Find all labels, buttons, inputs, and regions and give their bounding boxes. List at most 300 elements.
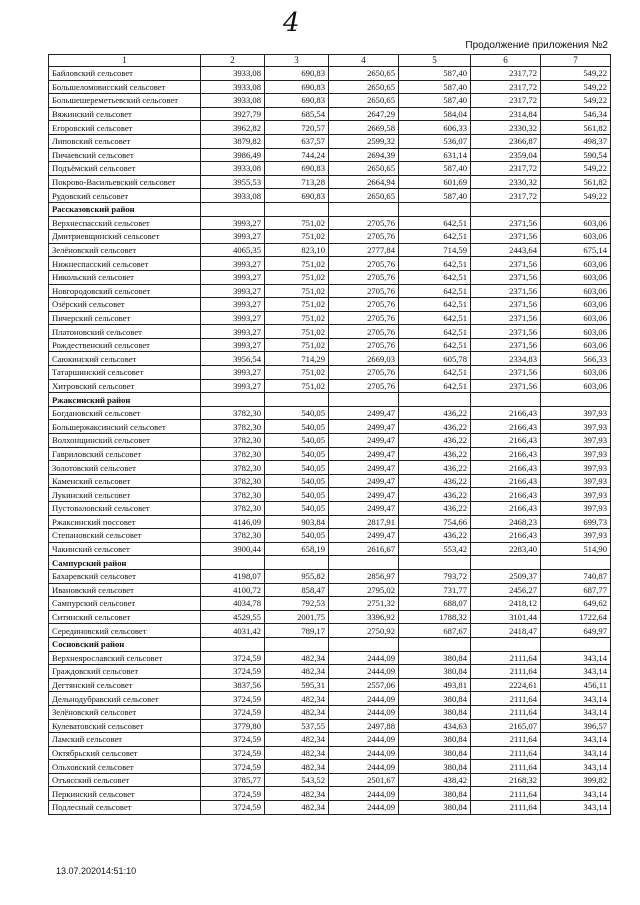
value-cell: 540,05 (265, 488, 329, 502)
district-name: Сампурский район (49, 556, 201, 570)
column-header: 5 (399, 55, 471, 67)
value-cell: 549,22 (541, 94, 611, 108)
settlement-name: Ситинский сельсовет (49, 610, 201, 624)
value-cell: 3782,30 (201, 502, 265, 516)
value-cell: 537,55 (265, 719, 329, 733)
district-name: Ржаксинский район (49, 393, 201, 407)
value-cell: 4146,09 (201, 515, 265, 529)
value-cell: 2650,65 (329, 189, 399, 203)
table-row (49, 94, 611, 108)
settlement-name: Липовский сельсовет (49, 134, 201, 148)
column-header: 1 (49, 55, 201, 67)
value-cell (471, 637, 541, 651)
table-row (49, 515, 611, 529)
print-timestamp: 13.07.202014:51:10 (56, 866, 137, 876)
settlement-name: Вяжинский сельсовет (49, 107, 201, 121)
value-cell: 2111,64 (471, 651, 541, 665)
value-cell: 637,57 (265, 134, 329, 148)
value-cell: 2111,64 (471, 692, 541, 706)
value-cell: 482,34 (265, 665, 329, 679)
value-cell (329, 637, 399, 651)
table-row (49, 352, 611, 366)
value-cell: 493,81 (399, 678, 471, 692)
settlement-name: Нижнеспасский сельсовет (49, 257, 201, 271)
value-cell: 587,40 (399, 94, 471, 108)
column-header: 2 (201, 55, 265, 67)
value-cell: 2456,27 (471, 583, 541, 597)
settlement-name: Рудовский сельсовет (49, 189, 201, 203)
value-cell: 1722,64 (541, 610, 611, 624)
value-cell: 2224,61 (471, 678, 541, 692)
table-row (49, 230, 611, 244)
value-cell: 3993,27 (201, 298, 265, 312)
value-cell: 3900,44 (201, 542, 265, 556)
value-cell: 744,24 (265, 148, 329, 162)
value-cell: 2444,09 (329, 787, 399, 801)
table-row (49, 216, 611, 230)
table-row (49, 474, 611, 488)
value-cell: 3724,59 (201, 787, 265, 801)
settlement-name: Отъясский сельсовет (49, 773, 201, 787)
value-cell: 397,93 (541, 420, 611, 434)
value-cell (399, 202, 471, 216)
value-cell: 2166,43 (471, 420, 541, 434)
value-cell: 687,67 (399, 624, 471, 638)
value-cell: 3986,49 (201, 148, 265, 162)
value-cell (471, 556, 541, 570)
value-cell: 540,05 (265, 529, 329, 543)
value-cell: 3782,30 (201, 461, 265, 475)
value-cell: 3782,30 (201, 406, 265, 420)
value-cell: 2499,47 (329, 529, 399, 543)
value-cell: 3837,56 (201, 678, 265, 692)
settlement-name: Пустоваловский сельсовет (49, 502, 201, 516)
value-cell: 3933,08 (201, 189, 265, 203)
value-cell: 858,47 (265, 583, 329, 597)
data-table (48, 54, 611, 815)
value-cell: 3993,27 (201, 216, 265, 230)
value-cell: 3927,79 (201, 107, 265, 121)
value-cell: 642,51 (399, 325, 471, 339)
value-cell: 549,22 (541, 162, 611, 176)
value-cell: 3993,27 (201, 284, 265, 298)
district-row (49, 393, 611, 407)
value-cell: 2166,43 (471, 474, 541, 488)
settlement-name: Бахаревский сельсовет (49, 569, 201, 583)
value-cell: 3782,30 (201, 488, 265, 502)
value-cell (541, 202, 611, 216)
value-cell: 436,22 (399, 461, 471, 475)
value-cell (265, 393, 329, 407)
value-cell: 436,22 (399, 406, 471, 420)
value-cell: 482,34 (265, 705, 329, 719)
table-row (49, 284, 611, 298)
value-cell: 3724,59 (201, 665, 265, 679)
value-cell: 514,90 (541, 542, 611, 556)
value-cell: 543,52 (265, 773, 329, 787)
value-cell (265, 556, 329, 570)
table-row (49, 610, 611, 624)
district-row (49, 637, 611, 651)
table-row (49, 148, 611, 162)
value-cell: 397,93 (541, 474, 611, 488)
value-cell (201, 637, 265, 651)
value-cell: 720,57 (265, 121, 329, 135)
value-cell: 1788,32 (399, 610, 471, 624)
value-cell: 482,34 (265, 651, 329, 665)
value-cell: 687,77 (541, 583, 611, 597)
value-cell: 2166,43 (471, 434, 541, 448)
table-row (49, 760, 611, 774)
value-cell: 2166,43 (471, 447, 541, 461)
value-cell: 343,14 (541, 705, 611, 719)
value-cell: 3993,27 (201, 366, 265, 380)
value-cell: 2705,76 (329, 325, 399, 339)
settlement-name: Дмитриевщинский сельсовет (49, 230, 201, 244)
value-cell (541, 393, 611, 407)
table-row (49, 624, 611, 638)
settlement-name: Пичаевский сельсовет (49, 148, 201, 162)
value-cell: 631,14 (399, 148, 471, 162)
value-cell: 2366,87 (471, 134, 541, 148)
value-cell: 823,10 (265, 243, 329, 257)
value-cell: 2443,64 (471, 243, 541, 257)
value-cell: 690,83 (265, 189, 329, 203)
value-cell: 3956,54 (201, 352, 265, 366)
value-cell: 482,34 (265, 733, 329, 747)
value-cell: 751,02 (265, 284, 329, 298)
value-cell: 3782,30 (201, 474, 265, 488)
value-cell: 380,84 (399, 801, 471, 815)
settlement-name: Платоновский сельсовет (49, 325, 201, 339)
value-cell (265, 202, 329, 216)
value-cell: 343,14 (541, 692, 611, 706)
value-cell: 2650,65 (329, 67, 399, 81)
settlement-name: Саюкинский сельсовет (49, 352, 201, 366)
settlement-name: Пичерский сельсовет (49, 311, 201, 325)
value-cell: 397,93 (541, 461, 611, 475)
value-cell: 3933,08 (201, 67, 265, 81)
value-cell: 2650,65 (329, 80, 399, 94)
value-cell: 540,05 (265, 474, 329, 488)
value-cell: 2317,72 (471, 80, 541, 94)
value-cell: 399,82 (541, 773, 611, 787)
value-cell: 642,51 (399, 257, 471, 271)
value-cell: 3993,27 (201, 379, 265, 393)
value-cell: 546,34 (541, 107, 611, 121)
value-cell (201, 393, 265, 407)
value-cell: 2371,56 (471, 216, 541, 230)
value-cell: 343,14 (541, 801, 611, 815)
page-number: 4 (283, 8, 300, 38)
value-cell: 2444,09 (329, 705, 399, 719)
table-row (49, 665, 611, 679)
value-cell: 2166,43 (471, 529, 541, 543)
table-row (49, 651, 611, 665)
value-cell: 482,34 (265, 746, 329, 760)
table-row (49, 67, 611, 81)
table-row (49, 162, 611, 176)
value-cell: 436,22 (399, 529, 471, 543)
value-cell: 751,02 (265, 216, 329, 230)
settlement-name: Егоровский сельсовет (49, 121, 201, 135)
value-cell: 2111,64 (471, 705, 541, 719)
value-cell: 3724,59 (201, 733, 265, 747)
value-cell: 754,66 (399, 515, 471, 529)
table-row (49, 705, 611, 719)
table-row (49, 746, 611, 760)
value-cell: 2111,64 (471, 787, 541, 801)
value-cell (329, 202, 399, 216)
table-row (49, 420, 611, 434)
value-cell: 2705,76 (329, 366, 399, 380)
value-cell: 595,31 (265, 678, 329, 692)
value-cell (265, 637, 329, 651)
value-cell: 713,28 (265, 175, 329, 189)
value-cell: 2111,64 (471, 665, 541, 679)
value-cell (471, 202, 541, 216)
settlement-name: Татаршинский сельсовет (49, 366, 201, 380)
value-cell: 658,19 (265, 542, 329, 556)
settlement-name: Серединовский сельсовет (49, 624, 201, 638)
value-cell: 2317,72 (471, 67, 541, 81)
value-cell: 714,29 (265, 352, 329, 366)
value-cell: 4100,72 (201, 583, 265, 597)
table-row (49, 379, 611, 393)
value-cell: 3993,27 (201, 338, 265, 352)
value-cell: 2001,75 (265, 610, 329, 624)
value-cell: 540,05 (265, 447, 329, 461)
value-cell: 4198,07 (201, 569, 265, 583)
value-cell: 482,34 (265, 787, 329, 801)
settlement-name: Новгородовский сельсовет (49, 284, 201, 298)
column-header: 3 (265, 55, 329, 67)
value-cell: 343,14 (541, 760, 611, 774)
value-cell: 751,02 (265, 338, 329, 352)
value-cell: 561,82 (541, 175, 611, 189)
value-cell: 587,40 (399, 67, 471, 81)
value-cell: 2705,76 (329, 338, 399, 352)
settlement-name: Кулеватовский сельсовет (49, 719, 201, 733)
value-cell: 793,72 (399, 569, 471, 583)
value-cell: 587,40 (399, 162, 471, 176)
value-cell: 2599,32 (329, 134, 399, 148)
table-row (49, 338, 611, 352)
value-cell: 3782,30 (201, 447, 265, 461)
value-cell: 2499,47 (329, 474, 399, 488)
settlement-name: Сампурский сельсовет (49, 597, 201, 611)
value-cell: 3782,30 (201, 529, 265, 543)
value-cell: 3782,30 (201, 434, 265, 448)
value-cell: 642,51 (399, 284, 471, 298)
value-cell: 2371,56 (471, 284, 541, 298)
value-cell: 2371,56 (471, 298, 541, 312)
value-cell: 690,83 (265, 80, 329, 94)
value-cell: 642,51 (399, 298, 471, 312)
value-cell: 2317,72 (471, 94, 541, 108)
value-cell: 438,42 (399, 773, 471, 787)
value-cell: 343,14 (541, 733, 611, 747)
value-cell (399, 393, 471, 407)
settlement-name: Октябрьский сельсовет (49, 746, 201, 760)
value-cell (399, 556, 471, 570)
value-cell: 2705,76 (329, 257, 399, 271)
value-cell: 561,82 (541, 121, 611, 135)
table-row (49, 692, 611, 706)
settlement-name: Перкинский сельсовет (49, 787, 201, 801)
value-cell: 2371,56 (471, 311, 541, 325)
settlement-name: Дегтянский сельсовет (49, 678, 201, 692)
value-cell: 540,05 (265, 502, 329, 516)
value-cell: 2111,64 (471, 746, 541, 760)
value-cell: 584,04 (399, 107, 471, 121)
value-cell: 751,02 (265, 325, 329, 339)
settlement-name: Ивановский сельсовет (49, 583, 201, 597)
value-cell: 397,93 (541, 488, 611, 502)
table-row (49, 787, 611, 801)
value-cell: 482,34 (265, 760, 329, 774)
settlement-name: Ольховский сельсовет (49, 760, 201, 774)
settlement-name: Большержаксинский сельсовет (49, 420, 201, 434)
value-cell (471, 393, 541, 407)
value-cell: 3101,44 (471, 610, 541, 624)
value-cell: 397,93 (541, 434, 611, 448)
value-cell: 3933,08 (201, 94, 265, 108)
value-cell: 2669,03 (329, 352, 399, 366)
value-cell: 380,84 (399, 760, 471, 774)
value-cell: 2501,67 (329, 773, 399, 787)
column-header: 7 (541, 55, 611, 67)
value-cell: 2111,64 (471, 760, 541, 774)
value-cell: 751,02 (265, 366, 329, 380)
value-cell: 2371,56 (471, 366, 541, 380)
value-cell: 3785,77 (201, 773, 265, 787)
table-row (49, 583, 611, 597)
value-cell: 751,02 (265, 270, 329, 284)
table-row (49, 461, 611, 475)
value-cell: 3724,59 (201, 692, 265, 706)
value-cell: 605,78 (399, 352, 471, 366)
value-cell: 482,34 (265, 801, 329, 815)
table-row (49, 243, 611, 257)
value-cell: 380,84 (399, 692, 471, 706)
settlement-name: Байловский сельсовет (49, 67, 201, 81)
value-cell: 2705,76 (329, 298, 399, 312)
settlement-name: Ржаксинский поссовет (49, 515, 201, 529)
value-cell: 2371,56 (471, 325, 541, 339)
value-cell: 3993,27 (201, 325, 265, 339)
settlement-name: Подъёмский сельсовет (49, 162, 201, 176)
value-cell: 2334,83 (471, 352, 541, 366)
value-cell: 456,11 (541, 678, 611, 692)
value-cell: 2499,47 (329, 488, 399, 502)
value-cell: 343,14 (541, 787, 611, 801)
value-cell: 2705,76 (329, 270, 399, 284)
table-row (49, 175, 611, 189)
settlement-name: Дельнодубравский сельсовет (49, 692, 201, 706)
value-cell: 2616,67 (329, 542, 399, 556)
value-cell: 2111,64 (471, 801, 541, 815)
settlement-name: Богдановский сельсовет (49, 406, 201, 420)
table-row (49, 434, 611, 448)
table-row (49, 542, 611, 556)
value-cell: 603,06 (541, 270, 611, 284)
value-cell: 2418,47 (471, 624, 541, 638)
value-cell: 751,02 (265, 230, 329, 244)
value-cell: 587,40 (399, 189, 471, 203)
table-row (49, 134, 611, 148)
value-cell: 2444,09 (329, 801, 399, 815)
value-cell: 3396,92 (329, 610, 399, 624)
value-cell: 540,05 (265, 461, 329, 475)
value-cell: 649,62 (541, 597, 611, 611)
value-cell: 642,51 (399, 230, 471, 244)
value-cell: 675,14 (541, 243, 611, 257)
district-row (49, 202, 611, 216)
value-cell: 2499,47 (329, 406, 399, 420)
value-cell: 603,06 (541, 230, 611, 244)
settlement-name: Степановский сельсовет (49, 529, 201, 543)
value-cell: 2444,09 (329, 760, 399, 774)
table-row (49, 569, 611, 583)
table-row (49, 121, 611, 135)
column-header: 4 (329, 55, 399, 67)
table-row (49, 107, 611, 121)
value-cell: 2499,47 (329, 447, 399, 461)
value-cell: 685,54 (265, 107, 329, 121)
settlement-name: Подлесный сельсовет (49, 801, 201, 815)
settlement-name: Верхнеспасский сельсовет (49, 216, 201, 230)
value-cell: 540,05 (265, 420, 329, 434)
table-row (49, 80, 611, 94)
table-row (49, 406, 611, 420)
value-cell: 2444,09 (329, 733, 399, 747)
value-cell: 2499,47 (329, 502, 399, 516)
value-cell (201, 202, 265, 216)
value-cell: 396,57 (541, 719, 611, 733)
value-cell: 2705,76 (329, 311, 399, 325)
settlement-name: Зелёновский сельсовет (49, 705, 201, 719)
value-cell: 3724,59 (201, 651, 265, 665)
value-cell: 4031,42 (201, 624, 265, 638)
value-cell: 2444,09 (329, 665, 399, 679)
value-cell: 642,51 (399, 270, 471, 284)
value-cell: 3782,30 (201, 420, 265, 434)
value-cell: 2371,56 (471, 338, 541, 352)
value-cell: 498,37 (541, 134, 611, 148)
value-cell: 380,84 (399, 705, 471, 719)
table-row (49, 719, 611, 733)
value-cell: 540,05 (265, 434, 329, 448)
table-row (49, 189, 611, 203)
table-row (49, 488, 611, 502)
value-cell: 4529,55 (201, 610, 265, 624)
value-cell: 603,06 (541, 216, 611, 230)
value-cell: 690,83 (265, 67, 329, 81)
district-name: Сосновский район (49, 637, 201, 651)
value-cell (541, 637, 611, 651)
value-cell: 436,22 (399, 488, 471, 502)
value-cell: 2371,56 (471, 257, 541, 271)
value-cell: 343,14 (541, 665, 611, 679)
value-cell: 649,97 (541, 624, 611, 638)
table-row (49, 325, 611, 339)
value-cell: 380,84 (399, 651, 471, 665)
value-cell: 2418,12 (471, 597, 541, 611)
settlement-name: Граждовский сельсовет (49, 665, 201, 679)
value-cell: 2166,43 (471, 406, 541, 420)
value-cell: 642,51 (399, 366, 471, 380)
